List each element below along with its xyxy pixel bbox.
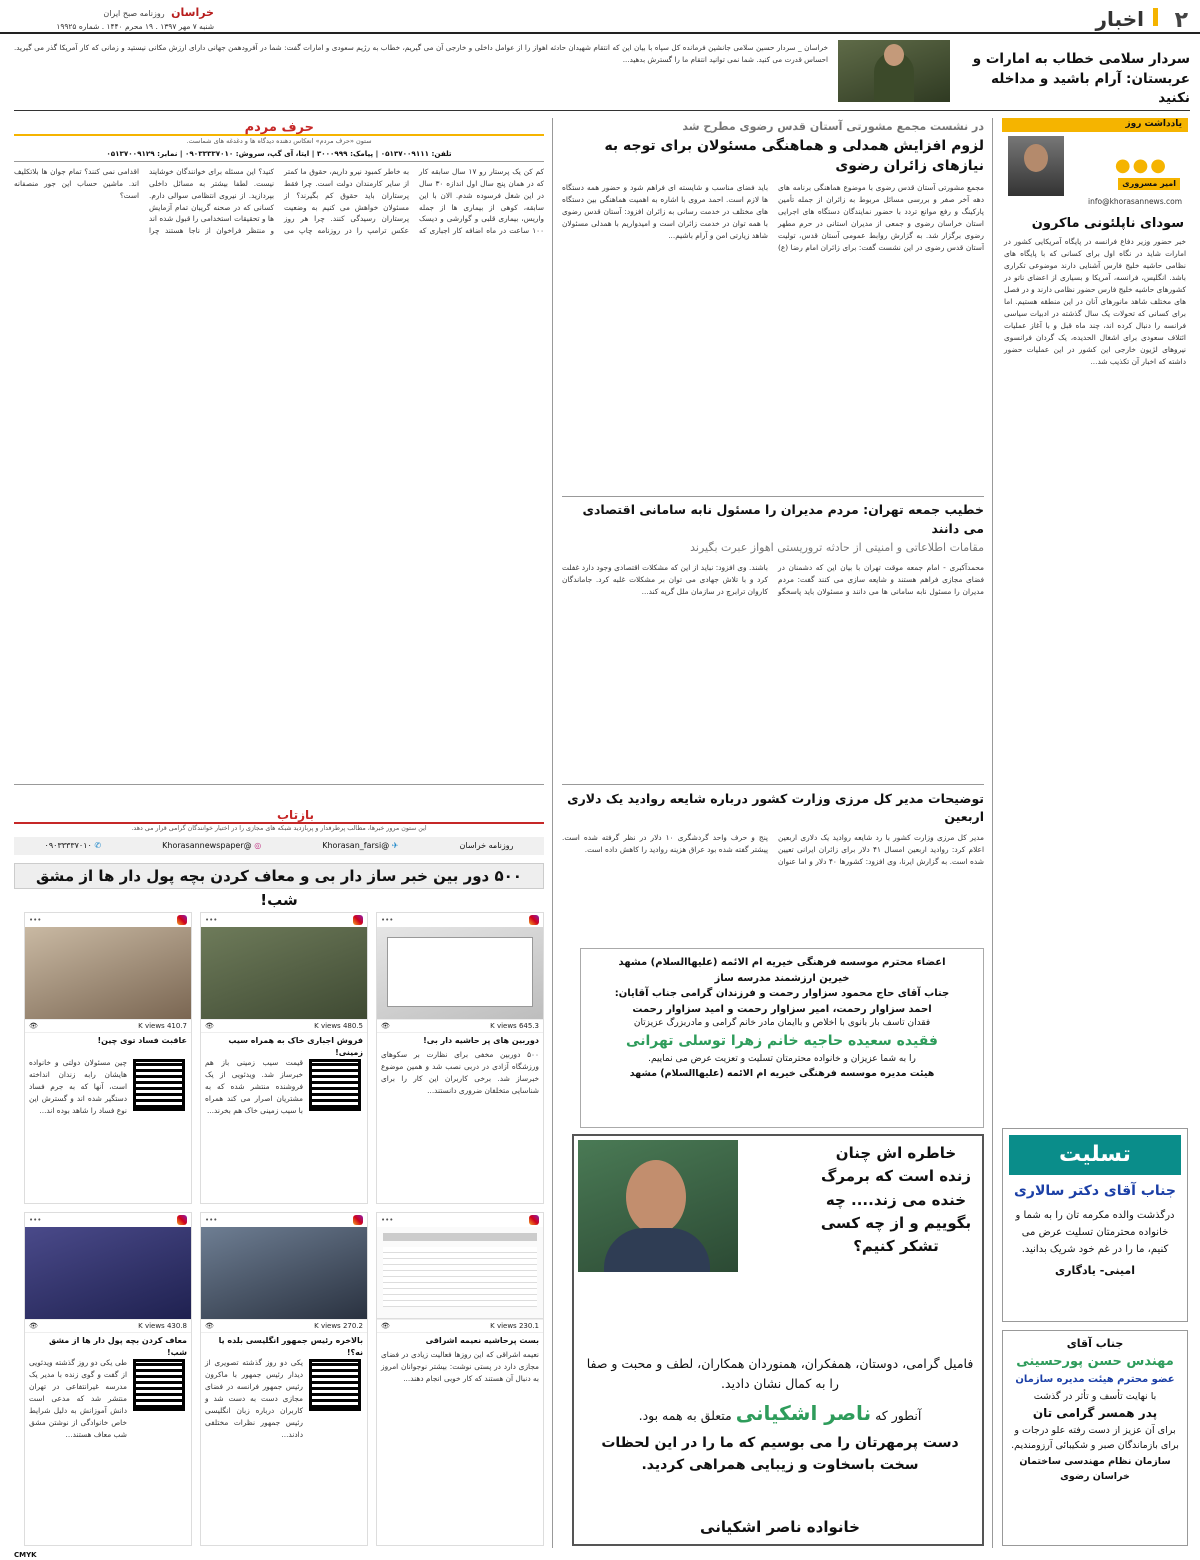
eye-icon: 👁 [381,1021,390,1030]
condolence2-pre: جناب آقای [1066,1337,1124,1350]
card-title: دوربین های پر حاشیه دار بی! [377,1032,543,1049]
card-title: معاف کردن بچه پول دار ها از مشق شب! [25,1332,191,1362]
eye-icon: 👁 [381,1321,390,1330]
instagram-icon [177,915,187,925]
charity-line3: فقدان تاسف بار بانوی با اخلاص و باایمان مادر خانم گرامی و مادربزرگ عزیزتان [633,1018,931,1028]
condolence-box-2 [1002,1330,1188,1546]
page-number: ۲ [1174,8,1188,33]
condolence2-name: پدر همسر گرامی تان [1032,1406,1158,1421]
astan-kicker: در نشست مجمع مشورتی آستان قدس رضوی مطرح شد [682,120,984,133]
baztab-card-5[interactable] [200,1212,368,1546]
charity-notice [580,948,984,1128]
qr-code [309,1059,361,1111]
instagram-icon [529,915,539,925]
editorial-title: سودای ناپلئونی ماکرون [1031,216,1184,231]
ashkiani-pre: آنطور که [875,1408,922,1423]
masthead-logo [14,4,214,30]
border-visa-article [562,790,984,940]
menu-dots-icon: ••• [381,915,394,924]
telegram-label: @Khorasan_farsi [322,840,390,850]
section-title: اخبار [1095,7,1144,31]
harf-contacts: تلفن: ۰۵۱۳۷۰۰۹۱۱۱ | پیامک: ۳۰۰۰۹۹۹ | ایتا، آی گپ، سروش: ۰۹۰۳۳۳۳۷۰۱۰ | نمابر: ۰۵۱۳۷۰۰۹۱۲۹ [14,146,544,162]
author-email: info@khorasannews.com [1088,197,1182,206]
border-body: مدیر کل مرزی وزارت کشور با رد شایعه روادید یک دلاری اربعین اعلام کرد: روادید اربعین امسال ۴۱ دلار برای زائران ایرانی تعیین شده است. به گزارش ایرنا، وی افزود: کشورها ۴۰ دلار و اما عنوان پنج و حرف واحد گردشگری ۱۰ دلار در نظر گرفته شده است. پیشتر گفته شده بود عراق هزینه روادید را کاهش داده است. [562,833,984,867]
phone-number [45,840,102,852]
baztab-social-bar [14,837,544,855]
condolence2-sub: عضو محترم هیئت مدیره سازمان [1015,1374,1175,1386]
qr-code [309,1359,361,1411]
ashkiani-body [604,1228,710,1272]
author-name: امیر مسروری [1118,178,1180,190]
date-line: شنبه ۷ مهر ۱۳۹۷ . ۱۹ محرم ۱۴۴۰ . شماره ۱۹۹۲۵ [56,22,214,32]
card-title: عاقبت فساد توی چین! [25,1032,191,1049]
condolence1-title: جناب آقای دکتر سالاری [1014,1183,1176,1199]
astan-quds-article [562,118,984,492]
menu-dots-icon: ••• [29,1215,42,1224]
views-label: 410.7 K views [138,1021,187,1030]
astan-headline: لزوم افزایش همدلی و هماهنگی مسئولان برای توجه به نیازهای زائران رضوی [604,138,984,174]
baztab-paper: روزنامه خراسان [459,840,514,850]
views-label: 270.2 K views [314,1321,363,1330]
top-news-body: خراسان _ سردار حسین سلامی جانشین فرمانده کل سپاه با بیان این که انتقام شهیدان حادثه اهواز را از عوامل داخلی و خارجی آن می گیریم، خطاب به رژیم سعودی و امارات گفت: شما در آفرودهمن جهانی دارای ارزش مکانی نیستید و زمانی که کار آمریکا گذر می گیرید. احساس قدرت می کنید. شما نمی توانید انتقام ما را گسترش بدهید... [14,43,828,64]
baztab-subtitle: این ستون مرور خبرها، مطالب پرطرفدار و پربازدید شبکه های مجازی را در اختیار خوانندگان گرامی قرار می دهد. [131,825,427,832]
speaker-head [884,44,904,66]
instagram-icon [529,1215,539,1225]
top-news-title: سردار سلامی خطاب به امارات و عربستان: آرام باشید و مداخله نکنید [972,51,1190,106]
card-body: قیمت سیب زمینی باز هم خبرساز شد. ویدئویی از یک فروشنده منتشر شده که به مشتریان اصرار می کند همراه با سیب زمینی خاک هم بخرند... [205,1058,303,1115]
baztab-card3-image [377,927,543,1019]
baztab-card-6[interactable] [376,1212,544,1546]
baztab-card5-image [201,1227,367,1319]
cmyk-label: CMYK [14,1551,37,1559]
eye-icon: 👁 [29,1021,38,1030]
menu-dots-icon: ••• [381,1215,394,1224]
menu-dots-icon: ••• [205,915,218,924]
charity-line1: جناب آقای حاج محمود سزاوار رحمت و فرزندان گرامی جناب آقایان: [614,988,950,999]
ashkiani-notice [572,1134,984,1546]
condolence1-sign: امینی- یادگاری [1055,1263,1135,1277]
masthead-name: خراسان [171,6,214,19]
instagram-handle[interactable] [162,840,261,852]
qr-code [133,1059,185,1111]
phone-icon: ✆ [94,840,102,850]
astan-body: مجمع مشورتی آستان قدس رضوی با موضوع هماهنگی برنامه های دهه آخر صفر و بررسی مسائل مربوط به زائران از جمله تأمین پارکینگ و رفع موانع تردد با حضور نمایندگان دستگاه های اجرایی استان خراسان رضوی و جمعی از مدیران استانی در حرم مطهر رضوی برگزار شد. به گزارش روابط عمومی آستان قدس، تولیت آستان قدس رضوی در این نشست گفت: برای زائران امام رضا (ع) باید فضای مناسب و شایسته ای فراهم شود و حضور همه دستگاه ها لازم است. احمد مروی با اشاره به اهمیت هماهنگی بین دستگاه های مختلف در خدمت رسانی به زائران افزود: آستان قدس رضوی با همه توان در خدمت زائران است و امیدواریم با همدلی مسئولان شاهد زیارتی امن و آرام باشیم... [562,183,984,253]
telegram-handle[interactable] [322,840,398,852]
eye-icon: 👁 [205,1321,214,1330]
eye-icon: 👁 [29,1321,38,1330]
instagram-icon [353,1215,363,1225]
baztab-card-4[interactable] [24,1212,192,1546]
harf-title: حرف مردم [244,120,314,135]
editorial-kicker [1002,118,1188,132]
author-photo [1008,136,1064,196]
instagram-icon [353,915,363,925]
baztab-card-2[interactable] [200,912,368,1204]
card-body: چین مسئولان دولتی و خانواده هایشان رابه زندان انداخته است، آنها که به جرم فساد دستگیر شده اند و گسترش این نوع فساد را شاهد بوده اند... [29,1058,127,1115]
charity-line2: احمد سزاوار رحمت، امیر سزاوار رحمت و امید سزاوار رحمت [632,1003,932,1015]
baztab-headline: ۵۰۰ دور بین خبر ساز دار بی و معاف کردن بچه پول دار ها از مشق شب! [14,863,544,889]
instagram-label: @Khorasannewspaper [162,840,252,850]
condolence2-body: با نهایت تأسف و تأثر در گذشت [1033,1390,1157,1402]
condolence-banner [1009,1135,1181,1175]
section-marker [1153,8,1158,26]
baztab-card6-image [377,1227,543,1319]
condolence-banner-label: تسلیت [1059,1142,1131,1167]
friday-headline: خطیب جمعه تهران: مردم مدیران را مسئول نابه سامانی اقتصادی می دانند [582,502,984,537]
qr-code [133,1359,185,1411]
harf-subtitle: ستون «حرف مردم» انعکاس دهنده دیدگاه ها و دغدغه های شماست. [186,137,372,145]
eye-icon: 👁 [205,1021,214,1030]
menu-dots-icon: ••• [205,1215,218,1224]
friday-prayer-article [562,500,984,780]
masthead-sub: روزنامه صبح ایران [103,9,165,18]
ashkiani-photo [578,1140,738,1272]
card-title: بالاخره رئیس جمهور انگلیسی بلده یا نه؟! [201,1332,367,1362]
color-registration-bar [14,1550,74,1560]
ashkiani-name: ناصر اشکیانی [735,1401,872,1425]
condolence-box-1 [1002,1128,1188,1322]
ashkiani-post: متعلق به همه بود. [638,1408,732,1423]
menu-dots-icon: ••• [29,915,42,924]
condolence2-title: مهندس حسن پورحسینی [1016,1354,1174,1370]
baztab-title: بازتاب [277,808,314,822]
charity-title: اعضاء محترم موسسه فرهنگی خیریه ام الائمه (علیهاالسلام) مشهد [618,957,946,968]
card-body: نعیمه اشراقی که این روزها فعالیت زیادی در فضای مجازی دارد در پستی نوشت: بیشتر نوجوانان امروز به دنبال آن هستند که کار خوبی انجام دهند... [381,1350,539,1384]
author-head [1024,144,1048,172]
harf-mardom-section [14,118,544,778]
baztab-card4-image [25,1227,191,1319]
charity-name: فقیده سعیده حاجیه خانم زهرا توسلی تهرانی [626,1032,938,1049]
baztab-card2-image [201,927,367,1019]
baztab-card-3[interactable] [376,912,544,1204]
condolence1-body: درگذشت والده مکرمه تان را به شما و خانواده محترمتان تسلیت عرض می کنیم، ما را در غم خود شریک بدانید. [1015,1209,1175,1255]
charity-sign: هیئت مدیره موسسه فرهنگی خیریه ام الائمه (علیهاالسلام) مشهد [629,1067,935,1079]
baztab-card-1[interactable] [24,912,192,1204]
ashkiani-quote: خاطره اش چنان زنده است که برمرگ خنده می زند.... چه بگوییم و از چه کسی تشکر کنیم؟ [820,1144,972,1255]
views-label: 430.8 K views [138,1321,187,1330]
page-header [0,0,1200,34]
editorial-column [1002,118,1188,1118]
charity-line4: را به شما عزیزان و خانواده محترمتان تسلیت و تعزیت عرض می نماییم. [648,1053,916,1064]
card-body: ۵۰۰ دوربین مخفی برای نظارت بر سکوهای ورزشگاه آزادی در دربی نصب شد و همین موضوع خبرساز شد. برخی کاربران این کار را برای شناسایی متخلفان ضروری دانستند... [381,1050,539,1096]
card-body: طی یکی دو روز گذشته ویدئویی از گفت و گوی زنده با مدیر یک مدرسه غیرانتفاعی در تهران منتشر شد که مدعی است دانش آموزانش به دلیل شرایط خاص خانوادگی از نوشتن مشق شب معاف هستند... [29,1358,127,1439]
baztab-section [14,806,544,1550]
views-label: 480.5 K views [314,1021,363,1030]
condolence2-body2: برای آن عزیز از دست رفته علو درجات و برای بازماندگان صبر و شکیبائی آرزومندیم. [1011,1425,1179,1452]
views-label: 645.3 K views [490,1021,539,1030]
instagram-icon [177,1215,187,1225]
phone-label: ۰۹۰۳۳۳۳۷۰۱۰ [44,840,92,850]
editorial-body: خبر حضور وزیر دفاع فرانسه در پایگاه آمریکایی کشور در امارات شاید در نگاه اول برای کسانی که با پایگاه های نظامی حاشیه خلیج فارس آشنایی دارند موضوعی تکراری باشد. انگلیس، فرانسه، آمریکا و بسیاری از اعضای ناتو در کشورهای حاشیه خلیج فارس حضور نظامی دارند و در فصل های مختلف شاهد مانورهای آنان در این منطقه هستیم. اما برای کسانی که تحولات یک سال گذشته در ادبیات سیاسی فرانسه را دنبال کرده اند، چند ماه قبل و با آغاز عملیات ائتلاف سعودی برای اشغال الحدیده، یک گردان فرانسوی نیروهای لژیون خارجی این کشور در این عملیات حضور داشته که اخبار آن تکذیب شد... [1004,237,1186,366]
border-headline: توضیحات مدیر کل مرزی وزارت کشور درباره شایعه روادید یک دلاری اربعین [567,791,984,825]
ashkiani-body-text: فامیل گرامی، دوستان، همفکران، همنوردان همکاران، لطف و محبت و صفا را به کمال نشان دادید. [586,1356,974,1391]
views-label: 230.1 K views [490,1321,539,1330]
baztab-card1-image [25,927,191,1019]
telegram-icon: ✈ [391,840,399,850]
card-title: بست پرحاشیه نعیمه اشراقی [377,1332,543,1349]
editorial-kicker-label: یادداشت روز [1125,119,1182,129]
friday-sub: مقامات اطلاعاتی و امنیتی از حادثه تروریستی اهواز عبرت بگیرند [690,540,984,554]
top-news [14,40,1190,106]
dots-icon: ●●● [1114,155,1168,176]
ashkiani-name-line [582,1398,978,1429]
ashkiani-head [626,1160,686,1234]
ashkiani-sign: خانواده ناصر اشکیانی [700,1518,860,1536]
instagram-icon: ◎ [254,840,262,850]
friday-body: محمدآکبری - امام جمعه موقت تهران با بیان این که دشمنان در فضای مجازی فراهم هستند و شایعه سازی می کنند گفت: مردم مدیران را مسئول نابه سامانی ها می دانند و مسئولان باید پاسخگو باشند. وی افزود: نباید از این که مشکلات اقتصادی وجود دارد غفلت کرد و با تلاش جهادی می توان بر مشکلات غلبه کرد. جاماندگان کاروان ترابرچ در سازمان ملل گریه کند... [562,562,984,596]
card-body: یکی دو روز گذشته تصویری از دیدار رئیس جمهور با ماکرون رئیس جمهور فرانسه در فضای مجازی دست به دست شد و کاربران درباره زبان انگلیسی رئیس جمهور نظرات مختلفی دادند... [205,1358,303,1439]
card-title: فروش اجباری خاک به همراه سیب زمینی! [201,1032,367,1062]
salami-photo [838,40,950,102]
charity-sub: خیرین ارزشمند مدرسه ساز [714,972,850,984]
ashkiani-body2: دست پرمهرتان را می بوسیم که ما را در این لحظات سخت باسخاوت و زیبایی همراهی کردید. [601,1435,959,1474]
condolence2-sign: سازمان نظام مهندسی ساختمان خراسان رضوی [1019,1456,1171,1483]
harf-body: کم کن یک پرستار رو ۱۷ سال سابقه کار که در همان پنج سال اول اندازه ۳۰ سال در این شغل فرسوده شدم. الان با این سابقه، کوهی از بیماری ها از جمله واریس، بیماری قلبی و گوارشی و دیسک ۱۰۰ ساعت در ماه اضافه کار اجباری که به خاطر کمبود نیرو داریم، حقوق ما کمتر از سایر کارمندان دولت است. چرا فقط پرستاران باید حقوق کم بگیرند؟ از مسئولان خواهش می کنیم به وضعیت پرستاران رسیدگی کنند. چرا هر روز عکس ترامپ را در روزنامه چاپ می کنید؟ این مسئله برای خوانندگان خوشایند نیست. لطفا بیشتر به مسائل داخلی بپردازید. از نیروی انتظامی سوالی دارم. کسانی که در صحنه گریبان تمام آزمایش ها و تحقیقات استخدامی را قبول شده اند و منتظر فراخوان از ناجا هستند چرا اقدامی نمی کنند؟ تمام جوان ها بلاتکلیف اند. ماشین حساب این جور منصفانه است؟ [14,167,544,236]
